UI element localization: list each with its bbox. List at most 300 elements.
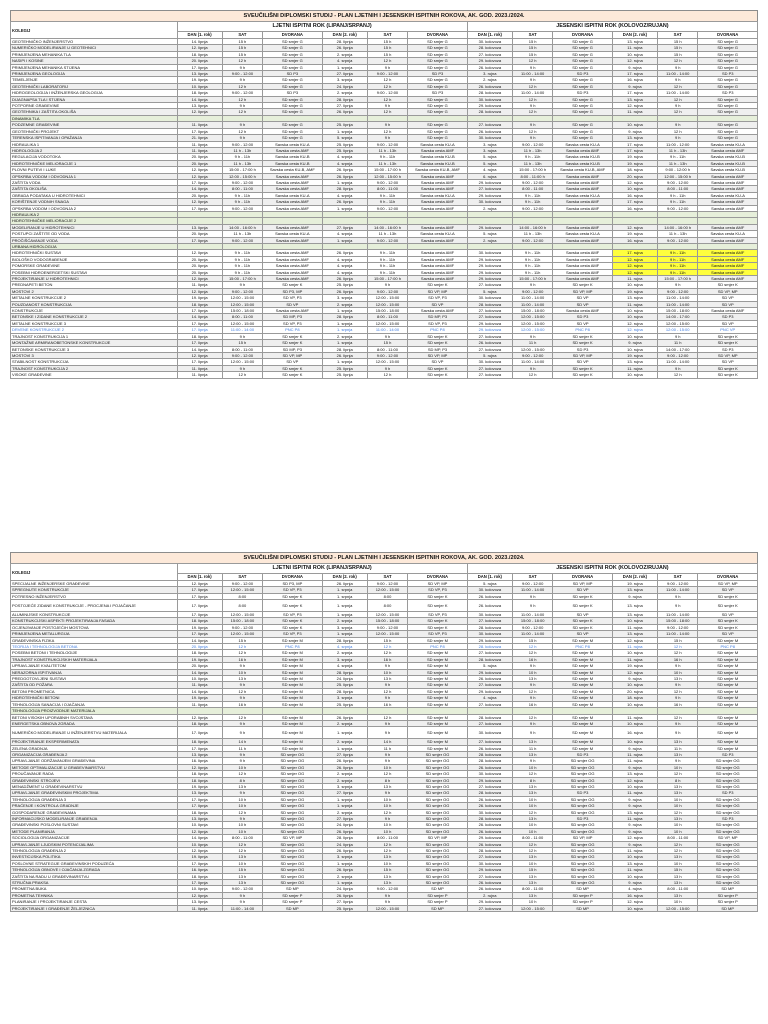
- exam-room: SD VP, MP: [263, 352, 322, 358]
- exam-time: 8:00 - 11:00: [222, 186, 262, 192]
- exam-date: 3. srpnja: [322, 624, 367, 630]
- exam-time: 10 h: [222, 828, 262, 834]
- exam-date: 2. srpnja: [322, 739, 367, 745]
- exam-room: Savska cesta KU-B: [698, 154, 758, 160]
- exam-room: Savska cesta AMF: [698, 276, 758, 282]
- course-name: PROJEKTIRANJE I GRAĐENJE ŽELJEZNICA: [11, 905, 178, 911]
- exam-room: SD P3: [553, 71, 612, 77]
- exam-date: 29. kolovoza: [467, 777, 512, 783]
- exam-time: 9:00 - 12:00: [658, 352, 698, 358]
- exam-room: SD smjer OG: [408, 758, 468, 764]
- exam-room: SD VP, MP: [408, 581, 468, 587]
- exam-time: 9 h: [367, 135, 407, 141]
- course-name: MOSTOVI 2: [11, 288, 178, 294]
- exam-time: 8:00 - 11:00: [367, 186, 407, 192]
- exam-time: 12:00 - 15:00 h: [222, 173, 262, 179]
- exam-time: 9 h: [367, 282, 407, 288]
- exam-time: 12:00 - 15:00: [512, 905, 552, 911]
- exam-date: 2. rujna: [467, 77, 512, 83]
- exam-date: 29. kolovoza: [467, 269, 512, 275]
- exam-date: 26. kolovoza: [467, 764, 512, 770]
- exam-time: 15:00 - 17:00 h: [512, 167, 552, 173]
- exam-date: 26. kolovoza: [467, 340, 512, 346]
- exam-date: 11. rujna: [612, 848, 657, 854]
- exam-room: SD smjer G: [698, 128, 758, 134]
- exam-room: SD smjer M: [698, 688, 758, 694]
- exam-date: 27. lipnja: [322, 224, 367, 230]
- exam-time: 12 h: [222, 58, 262, 64]
- exam-room: Savska cesta KU-A: [263, 192, 322, 198]
- exam-date: 12. lipnja: [177, 352, 222, 358]
- subcol-header: DAN (2. rok): [322, 574, 367, 581]
- exam-room: PNC P8: [408, 644, 468, 650]
- exam-date: 27. lipnja: [322, 816, 367, 822]
- exam-date: 11. rujna: [612, 276, 657, 282]
- exam-room: SD smjer OG: [263, 841, 322, 847]
- exam-room: SD smjer M: [553, 720, 612, 726]
- exam-time: 9:00 - 12:00: [367, 886, 407, 892]
- exam-date: 5. rujna: [467, 288, 512, 294]
- exam-room: Savska cesta KU-A: [263, 231, 322, 237]
- exam-room: SD VP: [263, 359, 322, 365]
- exam-date: 9. rujna: [612, 593, 657, 599]
- exam-room: SD P3: [698, 816, 758, 822]
- exam-room: Savska cesta AMF: [698, 256, 758, 262]
- exam-time: 9:00 - 12:00: [222, 581, 262, 587]
- exam-time: 12 h: [367, 96, 407, 102]
- exam-time: 9 h: [658, 333, 698, 339]
- exam-time: 10 h: [222, 669, 262, 675]
- exam-time: 9:00 - 12:00: [658, 179, 698, 185]
- exam-room: SD smjer M: [698, 695, 758, 701]
- exam-room: SD smjer OG: [698, 809, 758, 815]
- exam-date: 1. srpnja: [322, 320, 367, 326]
- exam-time: 15 h: [367, 45, 407, 51]
- exam-time: 15:00 - 18:00: [658, 308, 698, 314]
- course-name: TEORIJA I TEHNOLOGIJA BETONA: [11, 644, 178, 650]
- exam-room: SD smjer K: [698, 593, 758, 599]
- course-name: GEOTEHNIKA I ZAŠTITA OKOLIŠA: [11, 109, 178, 115]
- exam-room: SD MP, P3: [408, 346, 468, 352]
- subcol-header: DAN (1. rok): [177, 32, 222, 39]
- exam-room: PNC P8: [263, 644, 322, 650]
- exam-date: 28. kolovoza: [467, 656, 512, 662]
- course-name: POTRESNO INŽENJERSTVO: [11, 593, 178, 599]
- exam-time: 14:00 - 17:00: [658, 314, 698, 320]
- exam-time: 12:00 - 15:00: [367, 320, 407, 326]
- exam-time: 11:00 - 14:00: [512, 295, 552, 301]
- course-name: PRIMIJENJENA METALURGIJA: [11, 631, 178, 637]
- exam-date: 17. lipnja: [177, 880, 222, 886]
- exam-room: SD VP, MP: [553, 581, 612, 587]
- exam-room: SD smjer M: [263, 663, 322, 669]
- exam-time: 13 h: [512, 873, 552, 879]
- exam-time: 12 h: [658, 650, 698, 656]
- exam-room: SD VP: [408, 359, 468, 365]
- exam-time: 9:00 - 12:00: [512, 141, 552, 147]
- exam-room: Savska cesta AMF: [553, 179, 612, 185]
- exam-time: 9 h - 11h: [222, 192, 262, 198]
- exam-date: 10. rujna: [612, 873, 657, 879]
- course-name: GEOTEHNIČKI LABORATORIJ: [11, 83, 178, 89]
- course-name: GOSPODARENJE GRAĐEVINAMA: [11, 809, 178, 815]
- exam-date: 30. kolovoza: [467, 860, 512, 866]
- exam-time: 12 h: [222, 688, 262, 694]
- exam-time: 8 h: [658, 777, 698, 783]
- exam-room: PNC P8: [263, 327, 322, 333]
- exam-time: 9 h: [658, 282, 698, 288]
- course-name: OCJENJIVANJE POSTOJEĆIH MOSTOVA: [11, 624, 178, 630]
- exam-time: 15 h: [512, 867, 552, 873]
- exam-time: 9 h: [512, 720, 552, 726]
- exam-time: 11 h: [658, 745, 698, 751]
- subcol-header: DVORANA: [553, 574, 612, 581]
- exam-time: 11:00 - 14:00: [658, 631, 698, 637]
- exam-date: 13. lipnja: [177, 790, 222, 796]
- exam-room: SD smjer K: [698, 340, 758, 346]
- exam-room: SD smjer K: [408, 333, 468, 339]
- exam-room: SD smjer K: [553, 600, 612, 612]
- course-name: ZELENA GRADNJA: [11, 745, 178, 751]
- exam-room: Savska cesta AMF: [698, 205, 758, 211]
- exam-room: SD smjer P: [408, 892, 468, 898]
- exam-date: 26. kolovoza: [467, 841, 512, 847]
- exam-time: 9 h - 11h: [512, 154, 552, 160]
- exam-date: 30. kolovoza: [467, 631, 512, 637]
- exam-time: 10 h: [367, 764, 407, 770]
- exam-time: 8:00 - 11:00: [658, 886, 698, 892]
- exam-room: Savska cesta KU-A: [553, 231, 612, 237]
- exam-time: 11:00 - 14:00: [658, 587, 698, 593]
- exam-room: SD smjer K: [553, 372, 612, 378]
- exam-time: 9:00 - 12:00: [222, 288, 262, 294]
- exam-date: 27. kolovoza: [467, 739, 512, 745]
- exam-date: 30. kolovoza: [467, 39, 512, 45]
- course-name: PLOVNI PUTEVI I LUKE: [11, 167, 178, 173]
- exam-date: 19. lipnja: [177, 295, 222, 301]
- exam-time: 9:00 - 12:00: [367, 624, 407, 630]
- course-name: POSTUPCI ZAŠTITE OD VODA: [11, 231, 178, 237]
- exam-room: Savska cesta KU-B, AMF: [263, 167, 322, 173]
- exam-date: 9. rujna: [612, 676, 657, 682]
- exam-date: 26. lipnja: [322, 828, 367, 834]
- exam-date: 11. lipnja: [177, 365, 222, 371]
- exam-room: SD VP: [553, 587, 612, 593]
- exam-date: 18. rujna: [612, 167, 657, 173]
- exam-date: 13. rujna: [612, 771, 657, 777]
- exam-room: SD smjer M: [408, 682, 468, 688]
- exam-room: Savska cesta AMF: [408, 224, 468, 230]
- exam-date: 9. rujna: [612, 796, 657, 802]
- exam-room: SD smjer G: [553, 58, 612, 64]
- exam-date: 10. lipnja: [177, 83, 222, 89]
- exam-room: SD smjer OG: [553, 809, 612, 815]
- exam-room: SD smjer G: [263, 58, 322, 64]
- exam-date: 26. kolovoza: [467, 828, 512, 834]
- exam-date: 26. kolovoza: [467, 128, 512, 134]
- exam-date: 5. rujna: [467, 231, 512, 237]
- exam-room: SD smjer OG: [553, 822, 612, 828]
- exam-time: 9:00 - 12:00: [367, 352, 407, 358]
- exam-room: Savska cesta AMF: [553, 269, 612, 275]
- subcol-header: SAT: [222, 574, 262, 581]
- exam-room: SD smjer K: [263, 593, 322, 599]
- exam-room: Savska cesta AMF: [553, 256, 612, 262]
- exam-room: SD smjer OG: [553, 860, 612, 866]
- exam-time: 15 h: [222, 867, 262, 873]
- exam-room: SD smjer G: [698, 83, 758, 89]
- exam-time: 8:00 - 11:00: [512, 886, 552, 892]
- exam-room: SD smjer K: [408, 624, 468, 630]
- exam-room: SD VP, MP: [408, 288, 468, 294]
- exam-date: 17. lipnja: [177, 631, 222, 637]
- exam-date: 17. lipnja: [177, 593, 222, 599]
- exam-time: 12:00 - 15:00: [367, 301, 407, 307]
- exam-room: SD smjer G: [408, 103, 468, 109]
- exam-time: 14:00 - 16:00 h: [222, 224, 262, 230]
- exam-time: 14:00 - 16:00 h: [658, 224, 698, 230]
- exam-schedule-sheet-2: [10, 552, 758, 912]
- exam-room: SD smjer K: [263, 282, 322, 288]
- exam-room: SD P3: [263, 90, 322, 96]
- exam-date: 9. rujna: [612, 83, 657, 89]
- exam-room: SD smjer M: [698, 637, 758, 643]
- exam-date: 26. kolovoza: [467, 803, 512, 809]
- exam-date: 17. lipnja: [177, 179, 222, 185]
- exam-time: 11:00 - 14:00: [658, 301, 698, 307]
- exam-room: SD smjer G: [263, 128, 322, 134]
- exam-room: SD MP, P3: [263, 346, 322, 352]
- exam-room: SD smjer K: [553, 624, 612, 630]
- exam-room: SD smjer M: [553, 676, 612, 682]
- exam-room: SD smjer OG: [698, 867, 758, 873]
- exam-date: 16. rujna: [612, 892, 657, 898]
- exam-date: 9. rujna: [612, 828, 657, 834]
- exam-time: 15:00 - 18:00: [222, 308, 262, 314]
- exam-room: Savska cesta KU-B: [698, 160, 758, 166]
- exam-time: 15 h: [512, 637, 552, 643]
- exam-room: SD smjer OG: [263, 751, 322, 757]
- exam-room: SD smjer OG: [263, 783, 322, 789]
- course-name: HIDRAULIKA 1: [11, 141, 178, 147]
- exam-time: 15:00 - 18:00: [367, 618, 407, 624]
- exam-room: SD smjer M: [553, 637, 612, 643]
- exam-room: SD smjer OG: [698, 860, 758, 866]
- exam-room: SD VP, MP: [698, 581, 758, 587]
- exam-room: SD smjer M: [553, 663, 612, 669]
- exam-date: 30. kolovoza: [467, 135, 512, 141]
- exam-date: 5. rujna: [467, 160, 512, 166]
- exam-room: SD smjer P: [263, 892, 322, 898]
- exam-date: 1. srpnja: [322, 803, 367, 809]
- exam-date: 13. lipnja: [177, 224, 222, 230]
- exam-date: 11. rujna: [612, 301, 657, 307]
- course-name: URBANA HIDROLOGIJA: [11, 244, 178, 250]
- course-name: STABILNOST KONSTRUKCIJA: [11, 359, 178, 365]
- exam-date: 12. rujna: [612, 179, 657, 185]
- exam-room: SD smjer G: [553, 45, 612, 51]
- exam-room: SD smjer M: [553, 656, 612, 662]
- exam-time: 12 h: [658, 714, 698, 720]
- exam-date: 19. lipnja: [177, 656, 222, 662]
- exam-time: 15:00 - 18:00: [658, 618, 698, 624]
- exam-time: 9 h: [512, 282, 552, 288]
- course-name: SPECIJALNE INŽENJERSKE GRAĐEVINE: [11, 581, 178, 587]
- exam-room: SD smjer K: [263, 333, 322, 339]
- exam-date: 26. lipnja: [322, 109, 367, 115]
- exam-room: Savska cesta KU-B: [698, 167, 758, 173]
- exam-time: 15 h: [367, 867, 407, 873]
- exam-date: 27. lipnja: [322, 103, 367, 109]
- exam-date: 27. kolovoza: [467, 308, 512, 314]
- course-name: STRUČNA PRAKSA: [11, 880, 178, 886]
- exam-date: 12. lipnja: [177, 892, 222, 898]
- exam-room: Savska cesta AMF: [698, 224, 758, 230]
- exam-time: 9:00 - 12:00: [512, 581, 552, 587]
- exam-room: SD smjer OG: [263, 880, 322, 886]
- exam-room: SD smjer M: [698, 714, 758, 720]
- exam-time: 10 h: [658, 822, 698, 828]
- course-name: ALUMINIJSKE KONSTRUKCIJE: [11, 612, 178, 618]
- course-name: SPREGNUTE KONSTRUKCIJE: [11, 587, 178, 593]
- exam-date: 26. kolovoza: [467, 83, 512, 89]
- exam-date: 17. lipnja: [177, 803, 222, 809]
- exam-date: 17. lipnja: [177, 308, 222, 314]
- exam-room: SD smjer OG: [553, 777, 612, 783]
- exam-date: 27. lipnja: [322, 899, 367, 905]
- exam-date: 5. rujna: [467, 154, 512, 160]
- exam-room: Savska cesta AMF: [263, 263, 322, 269]
- exam-room: SD smjer M: [553, 682, 612, 688]
- exam-room: SD smjer G: [698, 39, 758, 45]
- course-name: HIDROTEHNIČKI BETONI: [11, 695, 178, 701]
- exam-room: SD MP: [553, 886, 612, 892]
- exam-room: SD smjer K: [263, 372, 322, 378]
- exam-room: SD smjer OG: [408, 790, 468, 796]
- exam-room: SD smjer G: [408, 77, 468, 83]
- exam-time: 10 h: [222, 822, 262, 828]
- exam-time: 12 h: [658, 58, 698, 64]
- exam-room: SD smjer G: [553, 64, 612, 70]
- exam-room: SD P3: [698, 790, 758, 796]
- exam-date: 28. lipnja: [322, 637, 367, 643]
- exam-room: Savska cesta AMF: [263, 179, 322, 185]
- course-name: HIDROTEHNIČKE MELIORACIJE 1: [11, 160, 178, 166]
- exam-room: SD smjer M: [698, 745, 758, 751]
- exam-date: 20. rujna: [612, 173, 657, 179]
- exam-room: SD P3, MP: [263, 288, 322, 294]
- exam-date: 13. rujna: [612, 612, 657, 618]
- exam-date: 3. rujna: [467, 71, 512, 77]
- exam-room: SD VP, P3: [408, 295, 468, 301]
- exam-room: SD smjer K: [698, 372, 758, 378]
- exam-time: 12 h: [367, 109, 407, 115]
- exam-room: Savska cesta AMF: [408, 269, 468, 275]
- exam-room: SD VP, MP: [698, 352, 758, 358]
- exam-date: 28. kolovoza: [467, 301, 512, 307]
- exam-date: 10. rujna: [612, 122, 657, 128]
- exam-time: 11 h - 13h: [512, 147, 552, 153]
- exam-room: SD smjer M: [263, 695, 322, 701]
- exam-time: 15 h: [658, 45, 698, 51]
- course-name: HIDROTEHNIČKE MELIORACIJE 2: [11, 218, 178, 224]
- exam-time: 9 h: [658, 77, 698, 83]
- exam-time: 13 h: [658, 854, 698, 860]
- course-name: BETONI VISOKIH UPORABNIH SVOJSTAVA: [11, 714, 178, 720]
- exam-room: SD smjer G: [263, 103, 322, 109]
- exam-date: 12. lipnja: [177, 167, 222, 173]
- exam-date: 17. rujna: [612, 141, 657, 147]
- exam-date: 25. lipnja: [322, 701, 367, 707]
- exam-date: 12. lipnja: [177, 288, 222, 294]
- exam-room: SD P3: [698, 346, 758, 352]
- exam-time: 9 h: [222, 64, 262, 70]
- exam-date: 2. srpnja: [322, 51, 367, 57]
- course-name: POTPORNE GRAĐEVINE: [11, 103, 178, 109]
- exam-time: 8:00 - 11:00: [512, 835, 552, 841]
- course-name: SOCIOLOGIJA ORGANIZACIJE: [11, 835, 178, 841]
- exam-time: 13 h: [512, 783, 552, 789]
- exam-time: 8:00 - 11:00: [222, 314, 262, 320]
- course-name: PLANIRANJE I PROJEKTIRANJE CESTA: [11, 899, 178, 905]
- exam-time: 15:00 - 17:00 h: [222, 167, 262, 173]
- exam-date: 12. rujna: [612, 58, 657, 64]
- exam-time: 9 h: [512, 600, 552, 612]
- exam-date: 4. rujna: [467, 695, 512, 701]
- exam-date: 12. lipnja: [177, 276, 222, 282]
- exam-room: SD smjer OG: [553, 880, 612, 886]
- exam-room: Savska cesta AMF: [263, 199, 322, 205]
- exam-time: 13 h: [658, 880, 698, 886]
- exam-date: 3. rujna: [467, 141, 512, 147]
- course-name: PROJEKTIRANJE EKSPERIMENATA: [11, 739, 178, 745]
- exam-date: 27. kolovoza: [467, 282, 512, 288]
- course-name: KONSTRUKCIJSKI ASPEKTI PROJEKTIRANJA FASADA: [11, 618, 178, 624]
- exam-date: 14. lipnja: [177, 314, 222, 320]
- exam-date: 17. lipnja: [177, 587, 222, 593]
- exam-date: 13. rujna: [612, 135, 657, 141]
- course-name: MONTAŽNE ARMIRANOBETONSKE KONSTRUKCIJE: [11, 340, 178, 346]
- course-name: TEHNOLOGIJA GRAĐENJA 3: [11, 796, 178, 802]
- course-name: TEHNOLOGIJA SANACIJA I OJAČANJA: [11, 701, 178, 707]
- exam-time: 12:00 - 15:00 h: [658, 173, 698, 179]
- exam-time: 11:00 - 14:00: [512, 90, 552, 96]
- exam-room: SD VP: [408, 301, 468, 307]
- exam-room: SD smjer G: [263, 122, 322, 128]
- exam-room: SD P3: [698, 314, 758, 320]
- exam-room: SD smjer OG: [408, 848, 468, 854]
- course-name: ZAŠTITA VODA: [11, 179, 178, 185]
- exam-time: 9 h: [512, 365, 552, 371]
- exam-room: SD smjer OG: [698, 880, 758, 886]
- exam-room: SD smjer G: [698, 58, 758, 64]
- exam-time: 9 h - 11h: [367, 269, 407, 275]
- exam-date: 12. rujna: [612, 263, 657, 269]
- exam-date: 26. kolovoza: [467, 822, 512, 828]
- exam-time: 12:00 - 15:00: [512, 327, 552, 333]
- exam-date: 10. rujna: [612, 682, 657, 688]
- exam-room: SD smjer M: [408, 637, 468, 643]
- exam-date: 5. srpnja: [322, 135, 367, 141]
- exam-date: 13. rujna: [612, 600, 657, 612]
- exam-date: 28. kolovoza: [467, 848, 512, 854]
- exam-date: 28. kolovoza: [467, 45, 512, 51]
- exam-date: 25. lipnja: [322, 282, 367, 288]
- exam-date: 16. lipnja: [177, 758, 222, 764]
- exam-time: 15:00 - 17:00 h: [658, 276, 698, 282]
- exam-date: 10. rujna: [612, 346, 657, 352]
- exam-room: SD smjer OG: [553, 848, 612, 854]
